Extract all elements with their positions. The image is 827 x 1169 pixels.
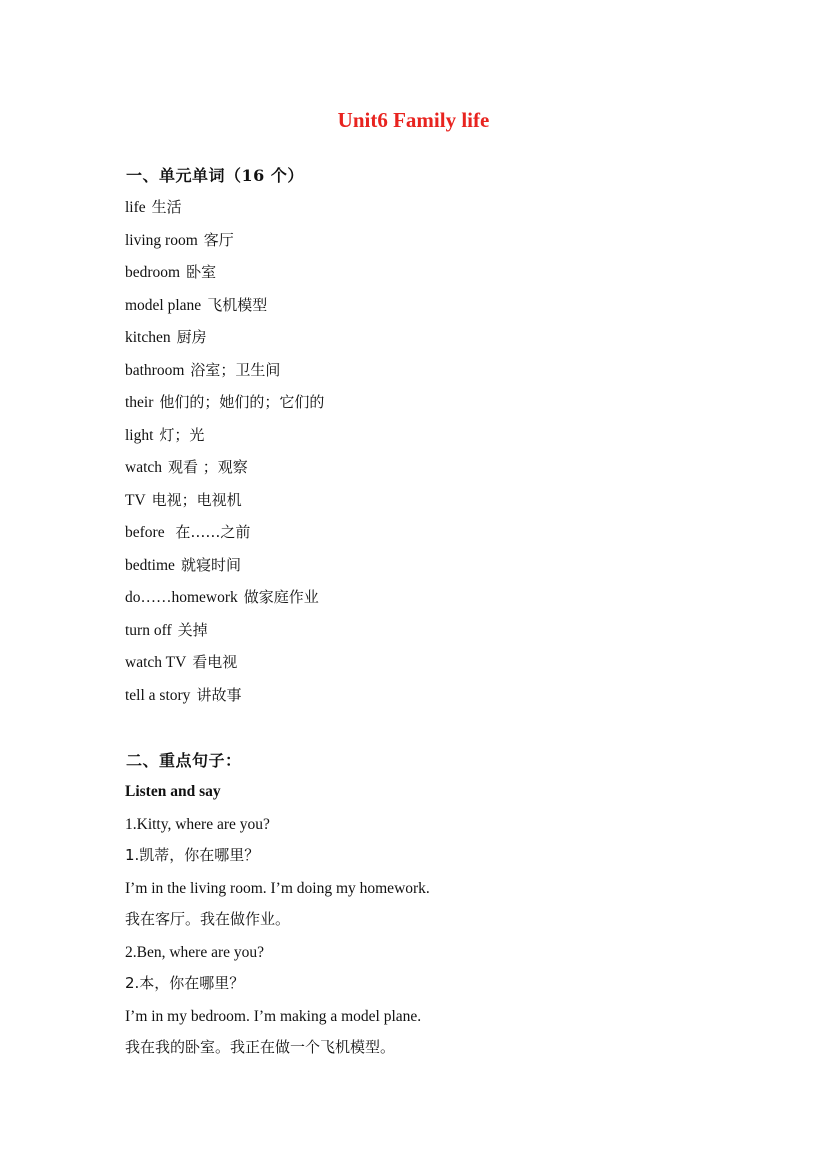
sentence-chinese: 我在客厅。我在做作业。 xyxy=(125,910,291,928)
vocab-item xyxy=(125,619,324,652)
sentence-english: 1.Kitty, where are you? xyxy=(125,816,270,833)
section-heading-vocabulary: 一、单元单词（16 个） xyxy=(126,166,304,185)
section-heading-sentences: 二、重点句子： xyxy=(126,751,242,770)
vocab-english: TV xyxy=(125,491,146,509)
vocab-english: their xyxy=(125,394,154,411)
vocab-item xyxy=(125,229,324,262)
sentence-english: 2.Ben, where are you? xyxy=(125,944,265,961)
sentence-english: I’m in the living room. I’m doing my homework. xyxy=(125,880,430,897)
vocab-chinese: 观看 ；观察 xyxy=(168,458,248,476)
vocab-chinese: 卧室 xyxy=(186,263,217,281)
vocab-english: do……homework xyxy=(125,589,238,606)
vocab-english: watch xyxy=(125,459,163,476)
vocab-english: turn off xyxy=(125,621,172,639)
vocab-chinese: 就寝时间 xyxy=(180,555,241,574)
vocab-item xyxy=(125,651,324,684)
vocab-english: tell a story xyxy=(125,686,191,704)
vocab-item xyxy=(125,521,324,554)
vocab-item xyxy=(125,359,324,392)
sentence-chinese: 我在我的卧室。我正在做一个飞机模型。 xyxy=(125,1038,396,1056)
vocab-chinese: 生活 xyxy=(151,198,182,216)
vocab-chinese: 电视；电视机 xyxy=(151,490,242,509)
sentence-chinese: 1.凯蒂，你在哪里？ xyxy=(125,846,260,864)
vocab-chinese: 飞机模型 xyxy=(207,295,268,314)
vocab-chinese: 客厅 xyxy=(203,230,234,249)
vocab-english: bedtime xyxy=(125,556,175,574)
sentence-english: I’m in my bedroom. I’m making a model plane. xyxy=(125,1008,422,1025)
vocab-english: watch TV xyxy=(125,654,187,671)
sentence-chinese: 2.本，你在哪里？ xyxy=(125,974,245,992)
document-title: Unit6 Family life xyxy=(337,108,490,132)
vocab-chinese: 他们的；她们的；它们的 xyxy=(159,393,325,411)
vocab-chinese: 灯；光 xyxy=(159,425,205,444)
vocab-item xyxy=(125,489,324,522)
vocab-chinese: 讲故事 xyxy=(196,685,242,704)
vocabulary-list xyxy=(125,196,324,716)
sentence-list xyxy=(125,815,430,1071)
vocab-item xyxy=(125,196,324,229)
listen-and-say-heading: Listen and say xyxy=(125,783,221,800)
vocab-item xyxy=(125,554,324,587)
vocab-chinese: 在……之前 xyxy=(170,523,251,541)
vocab-english: life xyxy=(125,199,146,216)
vocab-english: bathroom xyxy=(125,361,185,379)
vocab-chinese: 厨房 xyxy=(176,328,207,346)
vocab-chinese: 关掉 xyxy=(177,620,208,639)
vocab-item xyxy=(125,456,324,489)
vocab-item xyxy=(125,391,324,424)
vocab-english: bedroom xyxy=(125,264,181,281)
vocab-english: before xyxy=(125,524,165,541)
vocab-english: light xyxy=(125,426,154,444)
vocab-english: kitchen xyxy=(125,329,171,346)
vocab-chinese: 做家庭作业 xyxy=(243,588,319,606)
vocab-english: living room xyxy=(125,231,198,249)
vocab-chinese: 浴室；卫生间 xyxy=(190,360,281,379)
vocab-item xyxy=(125,294,324,327)
vocab-item xyxy=(125,326,324,359)
vocab-english: model plane xyxy=(125,296,202,314)
vocab-item xyxy=(125,424,324,457)
vocab-item xyxy=(125,261,324,294)
vocab-chinese: 看电视 xyxy=(192,653,238,671)
vocab-item xyxy=(125,684,324,717)
vocab-item xyxy=(125,586,324,619)
